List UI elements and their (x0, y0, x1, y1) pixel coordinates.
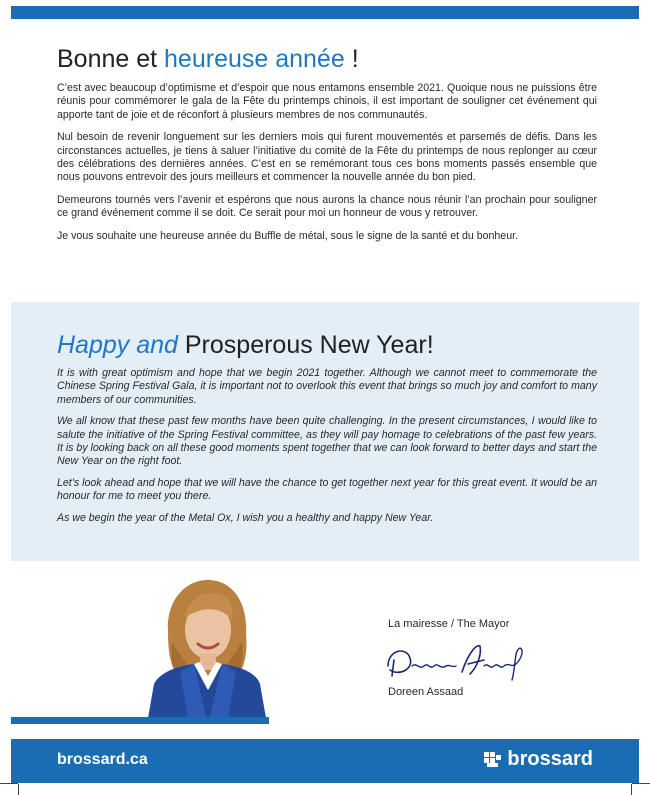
crop-mark (18, 784, 19, 795)
photo-accent-bar (11, 717, 269, 724)
french-title-accent: heureuse année (164, 45, 345, 73)
english-paragraph: It is with great optimism and hope that we begin 2021 together. Although we cannot meet to commemorate the Chinese Spring Festival Gala, it is important not to overlook this event that brings so much joy and comfort to many members of our communities. (57, 367, 597, 406)
top-accent-bar (11, 6, 639, 19)
french-title-end: ! (344, 45, 359, 73)
footer-bar (11, 739, 639, 783)
brossard-logo-icon (484, 752, 502, 768)
english-title (57, 330, 597, 360)
mayor-name: Doreen Assaad (388, 686, 464, 698)
english-paragraph: We all know that these past few months have been quite challenging. In the present circumstances, I would like to salute the initiative of the Spring Festival committee, as they will pay homage to celebrations of the past few years. It is by looking back on all these good moments spent together that we can look forward to better days and start the New Year on the right foot. (57, 415, 598, 468)
brand-logo (484, 748, 593, 771)
english-title-accent: Happy and (57, 331, 178, 359)
french-title (57, 44, 597, 74)
french-title-start: Bonne et (57, 45, 165, 73)
english-message (57, 330, 597, 533)
crop-mark (631, 784, 632, 795)
handwritten-signature (384, 636, 534, 684)
french-paragraph: Demeurons tournés vers l’avenir et espérons que nous aurons la chance nous réunir l’an prochain pour souligner ce grand événement comme il se doit. Ce serait pour moi un honneur de vous y retrouver. (57, 193, 597, 220)
french-paragraph: C’est avec beaucoup d’optimisme et d’espoir que nous entamons ensemble 2021. Quoique nous ne puissions être réunis pour commémorer le gala de la Fête du printemps chinois, il est important de souligner cet événement qui apporte tant de joie et de réconfort à plusieurs membres de nos communautés. (57, 82, 597, 121)
english-title-rest: Prosperous New Year! (177, 331, 434, 359)
french-paragraph: Nul besoin de revenir longuement sur les derniers mois qui furent mouvementés et parsemés de défis. Dans les circonstances actuelles, je tiens à saluer l’initiative du comité de la Fête du printemps de nous replonger au cœur des célébrations des dernières années. C’est en se remémorant tous ces bons moments passés ensemble que nous pouvons entrevoir des jours meilleurs et commencer la nouvelle année du bon pied. (57, 131, 597, 184)
crop-mark (632, 783, 650, 784)
french-paragraph: Je vous souhaite une heureuse année du Buffle de métal, sous le signe de la santé et du bonheur. (57, 229, 518, 242)
english-paragraph: Let’s look ahead and hope that we will have the chance to get together next year for this great event. It would be an honour for me to meet you there. (57, 476, 597, 503)
french-message (57, 44, 597, 252)
mayor-portrait (148, 572, 266, 718)
crop-mark (0, 783, 18, 784)
english-paragraph: As we begin the year of the Metal Ox, I wish you a healthy and happy New Year. (57, 511, 434, 524)
website-link[interactable]: brossard.ca (57, 751, 148, 768)
mayor-title: La mairesse / The Mayor (388, 618, 510, 630)
signature-block (388, 618, 588, 698)
brand-name: brossard (507, 748, 593, 770)
